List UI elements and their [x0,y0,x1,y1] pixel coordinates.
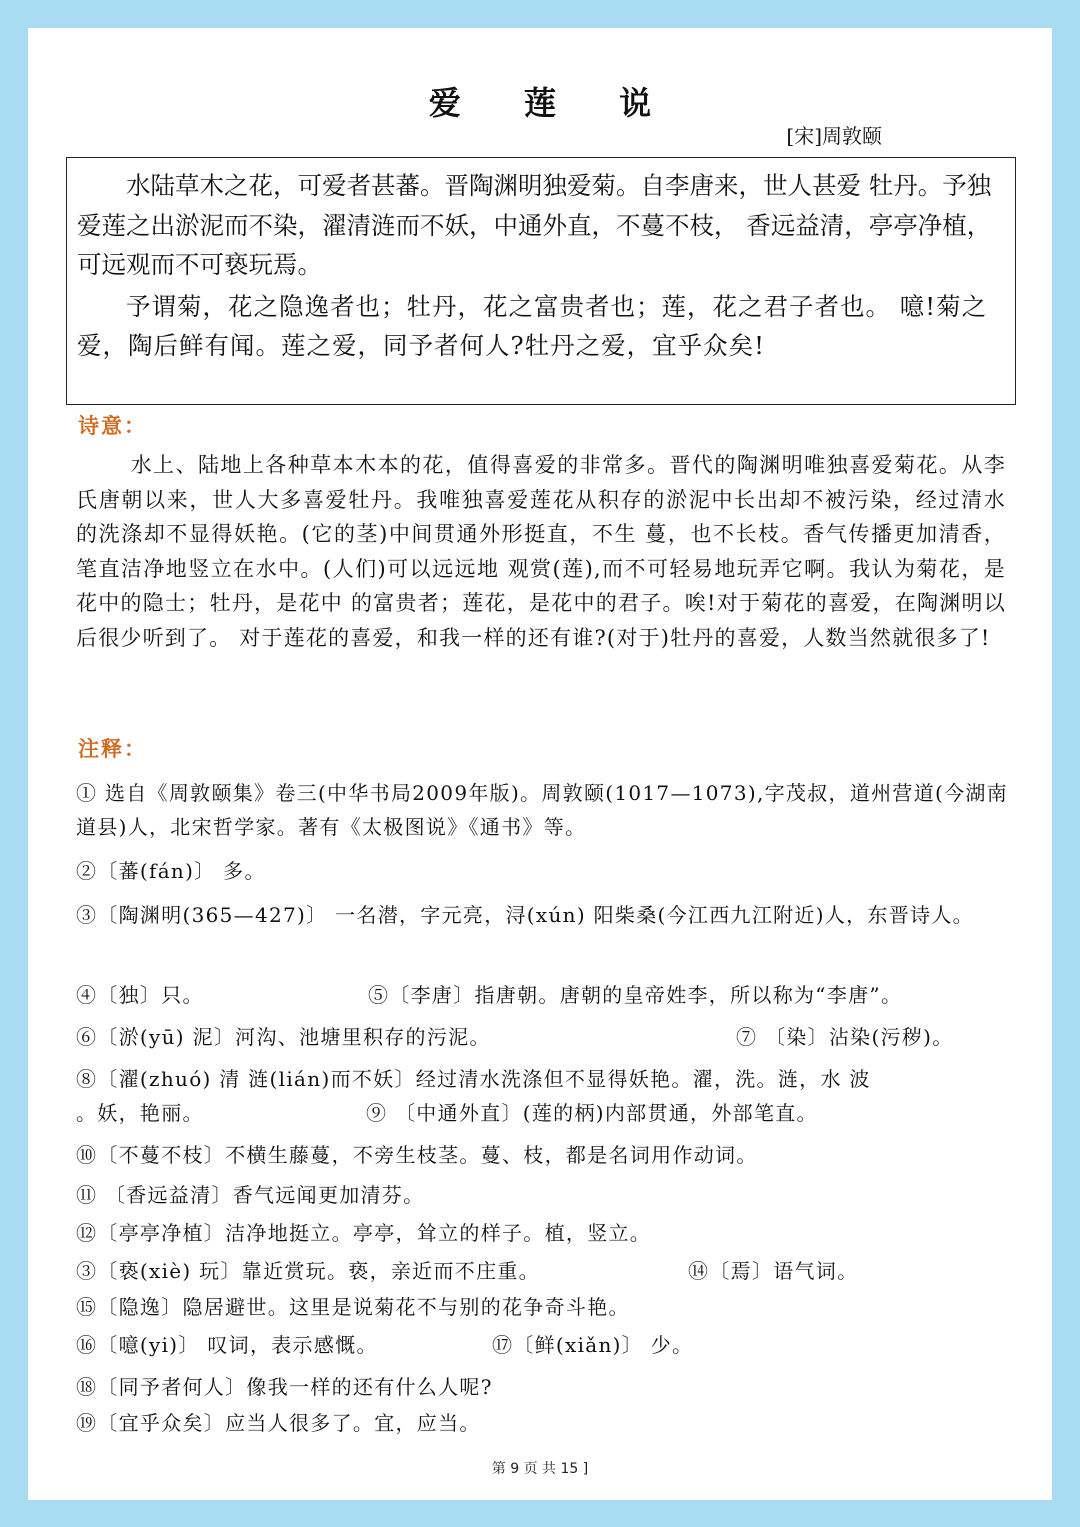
note-9: ⑨ 〔中通外直〕(莲的柄)内部贯通，外部笔直。 [366,1101,818,1125]
note-2: ②〔蕃(fán)〕 多。 [76,859,266,883]
note-10: ⑩〔不蔓不枝〕不横生藤蔓，不旁生枝茎。蔓、枝，都是名词用作动词。 [76,1143,758,1167]
note-1: ① 选自《周敦颐集》卷三(中华书局2009年版)。周敦颐(1017—1073),字茂叔，道州营道(今湖南道县)人，北宋哲学家。著有《太极图说》《通书》等。 [76,781,1009,839]
note-14: ⑭〔焉〕语气词。 [688,1259,859,1283]
notes-heading: 注释： [78,736,147,761]
author-line: [宋]周敦颐 [786,124,882,148]
note-18: ⑱〔同予者何人〕像我一样的还有什么人呢? [76,1375,493,1399]
translation-paragraph: 水上、陆地上各种草本木本的花，值得喜爱的非常多。晋代的陶渊明唯独喜爱菊花。从李氏唐朝以来，世人大多喜爱牡丹。我唯独喜爱莲花从积存的淤泥中长出却不被污染，经过清水的洗涤却不显得妖艳。(它的茎)中间贯通外形挺直，不生 蔓，也不长枝。香气传播更加清香，笔直洁净地竖立在水中。(人们)可以远远地 观赏(莲),而不可轻易地玩弄它啊。我认为菊花，是花中的隐士；牡丹，是花中 的富贵者；莲花，是花中的君子。唉!对于菊花的喜爱，在陶渊明以后很少听到了。 对于莲花的喜爱，和我一样的还有谁?(对于)牡丹的喜爱，人数当然就很多了! [76,453,1006,650]
original-text-box [66,157,1016,405]
note-15: ⑮〔隐逸〕隐居避世。这里是说菊花不与别的花争奇斗艳。 [76,1295,630,1319]
translation-heading: 诗意： [78,413,147,438]
note-17: ⑰〔鲜(xiǎn)〕 少。 [492,1333,694,1357]
translation-text [76,448,1006,655]
note-6: ⑥〔淤(yū) 泥〕河沟、池塘里积存的污泥。 [76,1025,491,1049]
note-19: ⑲〔宜乎众矣〕应当人很多了。宜，应当。 [76,1411,481,1435]
document-page [28,28,1052,1500]
page-title: 爱 莲 说 [428,84,678,122]
original-paragraph-2: 予谓菊，花之隐逸者也；牡丹，花之富贵者也；莲，花之君子者也。 噫!菊之爱，陶后鲜有闻。莲之爱，同予者何人?牡丹之爱，宜乎众矣! [77,291,988,360]
original-paragraph-1: 水陆草木之花，可爱者甚蕃。晋陶渊明独爱菊。自李唐来，世人甚爱 牡丹。予独爱莲之出淤泥而不染，濯清涟而不妖，中通外直，不蔓不枝， 香远益清，亭亭净植，可远观而不可亵玩焉。 [77,171,992,279]
note-5: ⑤〔李唐〕指唐朝。唐朝的皇帝姓李，所以称为“李唐”。 [368,983,903,1007]
note-7: ⑦ 〔染〕沾染(污秽)。 [736,1025,954,1049]
page-number-footer: 第 9 页 共 15 ] [491,1461,589,1477]
note-4: ④〔独〕只。 [76,983,204,1007]
note-16: ⑯〔噫(yi)〕 叹词，表示感慨。 [76,1333,378,1357]
note-11: ⑪ 〔香远益清〕香气远闻更加清芬。 [76,1183,425,1207]
note-3: ③〔陶渊明(365—427)〕 一名潜，字元亮，浔(xún) 阳柴桑(今江西九江附近)人，东晋诗人。 [76,903,974,927]
note-8: ⑧〔濯(zhuó) 清 涟(lián)而不妖〕经过清水洗涤但不显得妖艳。濯，洗。涟，水 波 [76,1067,871,1091]
note-12: ⑫〔亭亭净植〕洁净地挺立。亭亭，耸立的样子。植，竖立。 [76,1221,652,1245]
note-8-continued: 。妖，艳丽。 [76,1101,204,1125]
note-13: ③〔亵(xiè) 玩〕靠近赏玩。亵，亲近而不庄重。 [76,1259,540,1283]
